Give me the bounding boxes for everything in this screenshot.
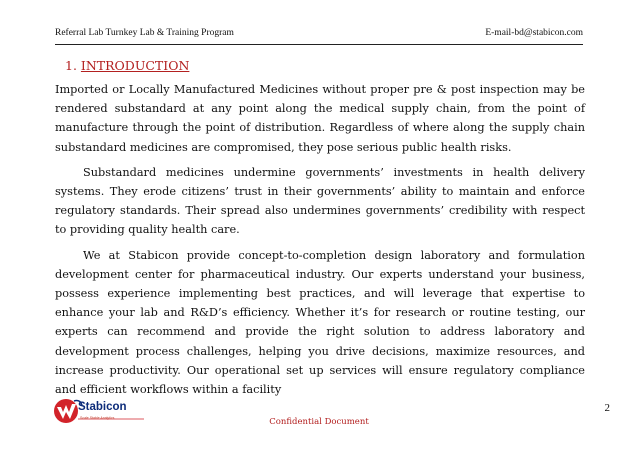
logo-tagline: Scale Stable Analytics — [80, 416, 115, 420]
header-divider — [55, 44, 583, 45]
document-body — [55, 80, 585, 405]
paragraph-3: We at Stabicon provide concept-to-completion design laboratory and formulation development center for pharmaceutical industry. Our experts understand your business, possess experience implementing best practices, and will leverage that expertise to enhance your lab and R&D’s efficiency. Whether it’s for research or routine testing, our experts can recommend and provide the right solution to address laboratory and development process challenges, helping you drive decisions, maximize resources, and increase productivity. Our operational set up services will ensure regulatory compliance and efficient workflows within a facility — [55, 248, 585, 397]
section-title: INTRODUCTION — [80, 58, 190, 73]
logo-name: Stabicon — [78, 401, 127, 413]
paragraph-1: Imported or Locally Manufactured Medicines without proper pre & post inspection may be rendered substandard at any point along the medical supply chain, from the point of manufacture through the point of distribution. Regardless of where along the supply chain substandard medicines are compromised, they pose serious public health risks. — [55, 83, 585, 154]
header-email: E-mail-bd@stabicon.com — [485, 28, 583, 38]
page-number: 2 — [604, 402, 610, 414]
section-heading — [65, 58, 189, 73]
header-program-title: Referral Lab Turnkey Lab & Training Program — [55, 28, 234, 38]
paragraph-2: Substandard medicines undermine governments’ investments in health delivery systems. They erode citizens’ trust in their governments’ ability to maintain and enforce regulatory standards. Their spread also undermines governments’ credibility with respect to providing quality health care. — [55, 165, 585, 237]
section-number: 1. — [65, 58, 77, 73]
confidential-label: Confidential Document — [269, 417, 369, 427]
